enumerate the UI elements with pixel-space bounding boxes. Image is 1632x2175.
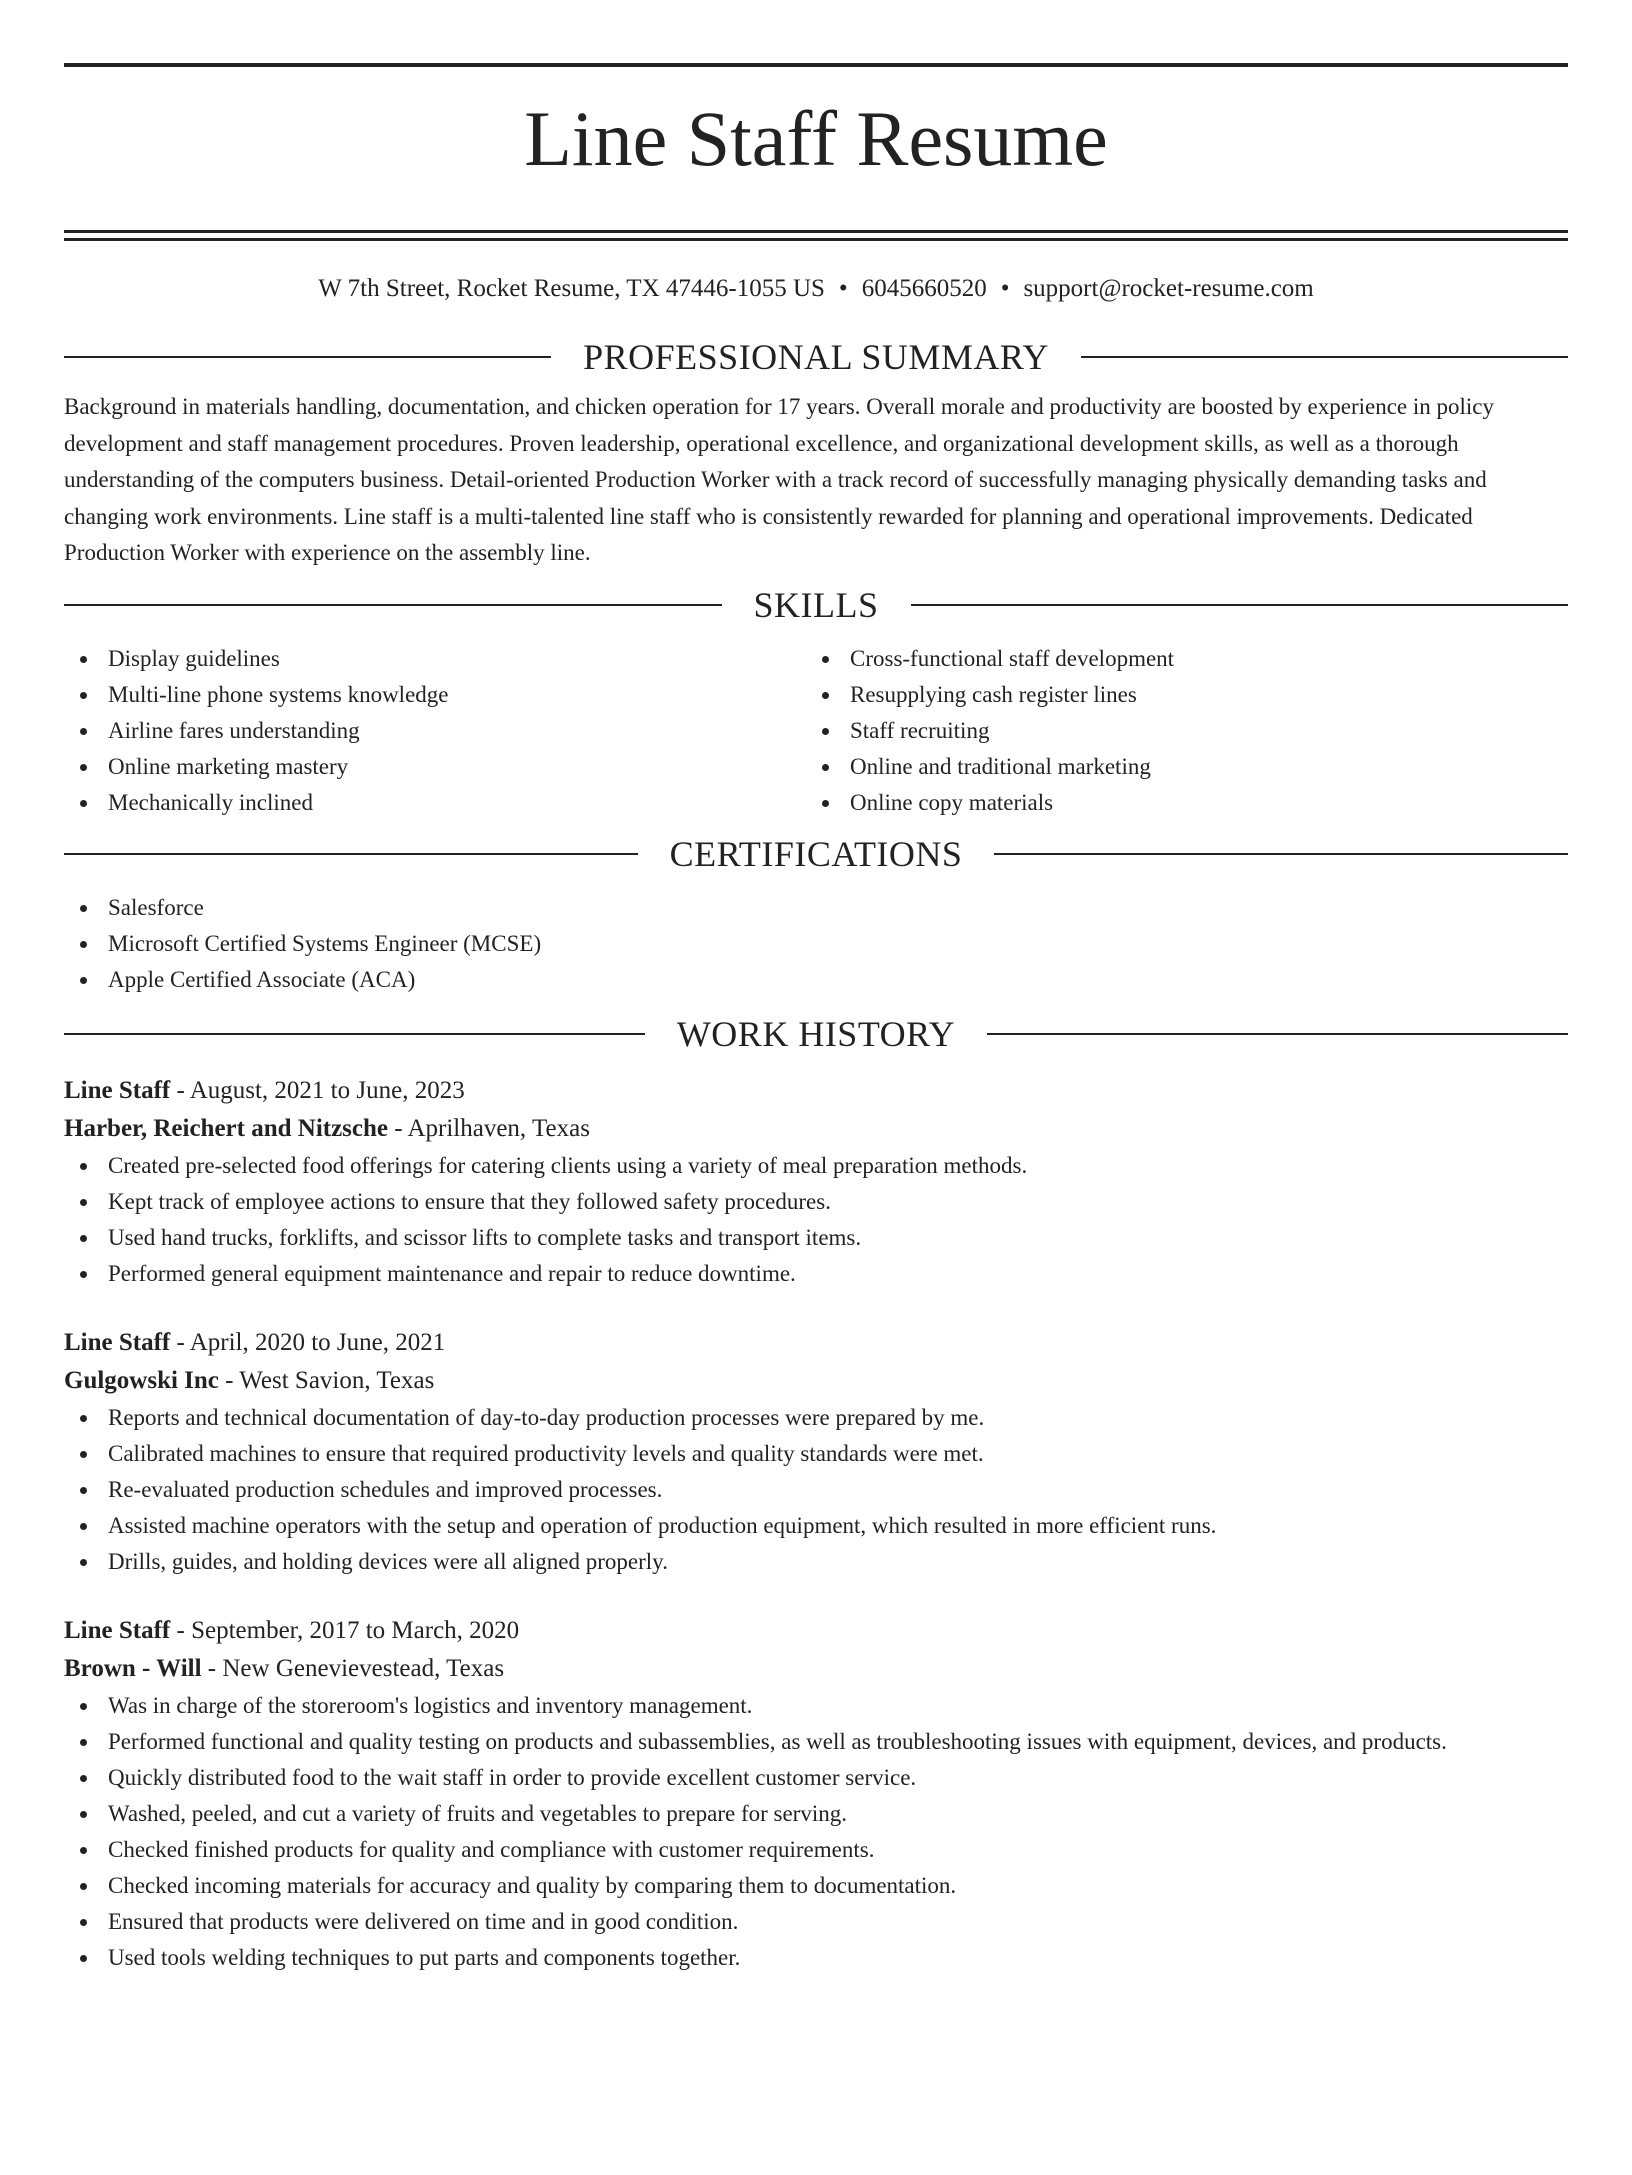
skill-item: Airline fares understanding [64, 713, 806, 749]
certification-item: Microsoft Certified Systems Engineer (MCSE) [64, 926, 1568, 962]
job-duty-item: Checked incoming materials for accuracy and quality by comparing them to documentation. [64, 1868, 1568, 1904]
job-dates: - August, 2021 to June, 2023 [170, 1076, 465, 1104]
divider-line [64, 356, 551, 358]
job-duty-item: Reports and technical documentation of day-to-day production processes were prepared by me. [64, 1400, 1568, 1436]
divider-line [64, 853, 638, 855]
job-entry [64, 1324, 1568, 1580]
job-duty-item: Was in charge of the storeroom's logistics and inventory management. [64, 1688, 1568, 1724]
job-duty-item: Drills, guides, and holding devices were all aligned properly. [64, 1544, 1568, 1580]
section-title: WORK HISTORY [676, 1013, 956, 1054]
job-duty-item: Kept track of employee actions to ensure that they followed safety procedures. [64, 1184, 1568, 1220]
certifications-list [64, 890, 1568, 998]
job-dates: - April, 2020 to June, 2021 [170, 1328, 446, 1356]
job-location: - West Savion, Texas [218, 1366, 435, 1394]
divider-line [911, 604, 1569, 606]
job-duty-item: Used hand trucks, forklifts, and scissor lifts to complete tasks and transport items. [64, 1220, 1568, 1256]
divider-line [1081, 356, 1568, 358]
job-duty-item: Washed, peeled, and cut a variety of fruits and vegetables to prepare for serving. [64, 1796, 1568, 1832]
job-title-line [64, 1612, 1568, 1650]
job-company: Harber, Reichert and Nitzsche [64, 1114, 389, 1142]
page-title: Line Staff Resume [524, 95, 1108, 182]
skill-item: Online copy materials [806, 785, 1548, 821]
section-title: SKILLS [753, 584, 879, 625]
contact-separator: • [1000, 275, 1010, 303]
job-duty-item: Performed functional and quality testing on products and subassemblies, as well as troubleshooting issues with equipment, devices, and products. [64, 1724, 1568, 1760]
work-history-section-heading [64, 1014, 1568, 1054]
job-duty-item: Checked finished products for quality and compliance with customer requirements. [64, 1832, 1568, 1868]
skills-column-right [806, 641, 1548, 821]
skill-item: Mechanically inclined [64, 785, 806, 821]
divider-line [987, 1033, 1568, 1035]
job-company-line [64, 1362, 1568, 1400]
job-duty-item: Ensured that products were delivered on time and in good condition. [64, 1904, 1568, 1940]
skill-item: Multi-line phone systems knowledge [64, 677, 806, 713]
job-location: - Aprilhaven, Texas [388, 1114, 590, 1142]
certification-item: Apple Certified Associate (ACA) [64, 962, 1568, 998]
job-title: Line Staff [64, 1616, 171, 1644]
skills-list [64, 641, 1568, 821]
summary-section-heading [64, 337, 1568, 377]
job-company: Gulgowski Inc [64, 1366, 219, 1394]
job-company-line [64, 1650, 1568, 1688]
contact-email: support@rocket-resume.com [1023, 275, 1314, 303]
job-duty-item: Assisted machine operators with the setup and operation of production equipment, which resulted in more efficient runs. [64, 1508, 1568, 1544]
job-duty-item: Calibrated machines to ensure that required productivity levels and quality standards were met. [64, 1436, 1568, 1472]
title-double-rule [64, 230, 1568, 241]
skills-section-heading [64, 585, 1568, 625]
contact-address: W 7th Street, Rocket Resume, TX 47446-1055 US [318, 275, 825, 303]
divider-line [64, 604, 722, 606]
job-title: Line Staff [64, 1076, 171, 1104]
divider-line [64, 1033, 645, 1035]
skill-item: Online marketing mastery [64, 749, 806, 785]
job-title-line [64, 1072, 1568, 1110]
job-title: Line Staff [64, 1328, 171, 1356]
job-company-line [64, 1110, 1568, 1148]
skills-column-left [64, 641, 806, 821]
job-duties-list [64, 1688, 1568, 1976]
divider-line [994, 853, 1568, 855]
section-title: CERTIFICATIONS [669, 833, 963, 874]
job-duties-list [64, 1400, 1568, 1580]
skill-item: Online and traditional marketing [806, 749, 1548, 785]
job-entry [64, 1072, 1568, 1292]
skill-item: Staff recruiting [806, 713, 1548, 749]
job-duties-list [64, 1148, 1568, 1292]
section-title: PROFESSIONAL SUMMARY [583, 337, 1049, 378]
job-company: Brown - Will [64, 1654, 202, 1682]
job-dates: - September, 2017 to March, 2020 [170, 1616, 520, 1644]
contact-phone: 6045660520 [861, 275, 987, 303]
job-entry [64, 1612, 1568, 1976]
job-duty-item: Performed general equipment maintenance and repair to reduce downtime. [64, 1256, 1568, 1292]
certifications-section-heading [64, 834, 1568, 874]
summary-text: Background in materials handling, documentation, and chicken operation for 17 years. Overall morale and productivity are boosted by experience in policy development and staff management procedures. Proven leadership, operational excellence, and organizational development skills, as well as a thorough understanding of the computers business. Detail-oriented Production Worker with a track record of successfully managing physically demanding tasks and changing work environments. Line staff is a multi-talented line staff who is consistently rewarded for planning and operational improvements. Dedicated Production Worker with experience on the assembly line. [64, 394, 1495, 566]
job-duty-item: Created pre-selected food offerings for catering clients using a variety of meal preparation methods. [64, 1148, 1568, 1184]
contact-line [64, 274, 1568, 304]
resume-page [0, 63, 1632, 2175]
job-location: - New Genevievestead, Texas [201, 1654, 505, 1682]
contact-separator: • [838, 275, 848, 303]
certification-item: Salesforce [64, 890, 1568, 926]
job-duty-item: Re-evaluated production schedules and improved processes. [64, 1472, 1568, 1508]
top-rule [64, 63, 1568, 67]
skill-item: Resupplying cash register lines [806, 677, 1548, 713]
skill-item: Display guidelines [64, 641, 806, 677]
skill-item: Cross-functional staff development [806, 641, 1548, 677]
job-duty-item: Used tools welding techniques to put parts and components together. [64, 1940, 1568, 1976]
job-duty-item: Quickly distributed food to the wait staff in order to provide excellent customer service. [64, 1760, 1568, 1796]
job-title-line [64, 1324, 1568, 1362]
